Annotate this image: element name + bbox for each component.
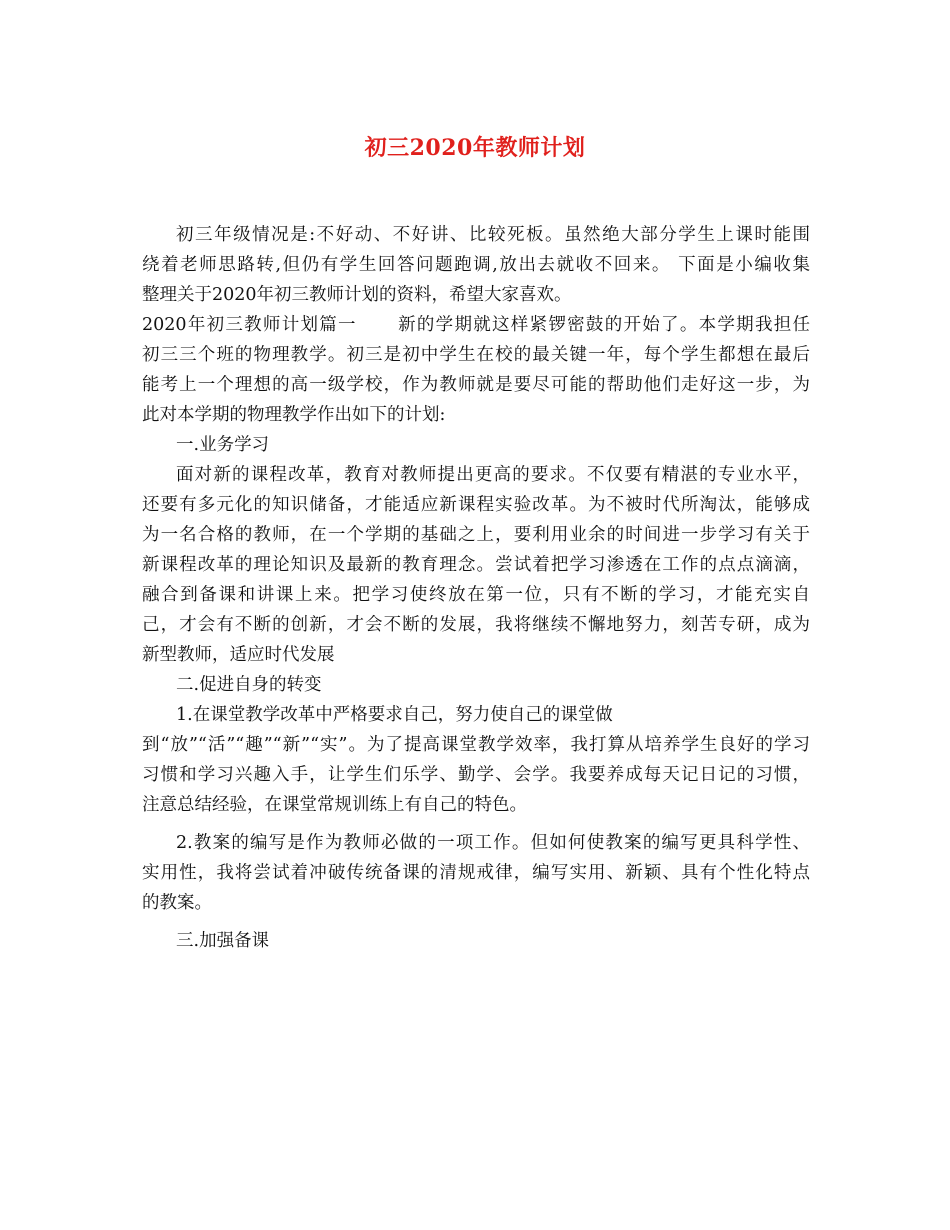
section1-line: 还要有多元化的知识储备，才能适应新课程实验改革。为不被时代所淘汰，能够成 [142,495,810,515]
section3-heading: 三.加强备课 [176,931,270,951]
section1-line: 新型教师，适应时代发展 [142,645,335,665]
section2-item1-line: 习惯和学习兴趣入手，让学生们乐学、勤学、会学。我要养成每天记日记的习惯， [142,765,810,785]
part1-line-1-rest: 新的学期就这样紧锣密鼓的开始了。本学期我担任 [396,315,810,335]
section1-line: 新课程改革的理论知识及最新的教育理念。尝试着把学习渗透在工作的点点滴滴， [142,555,810,575]
section1-line: 为一名合格的教师，在一个学期的基础之上，要利用业余的时间进一步学习有关于 [142,525,810,545]
section2-item2-line: 2.教案的编写是作为教师必做的一项工作。但如何使教案的编写更具科学性、 [176,833,810,853]
section1-line: 己，才会有不断的创新，才会不断的发展，我将继续不懈地努力，刻苦专研，成为 [142,615,810,635]
section1-heading: 一.业务学习 [176,435,270,455]
intro-line-3: 整理关于2020年初三教师计划的资料，希望大家喜欢。 [142,285,572,305]
document-title: 初三2020年教师计划 [364,135,586,161]
section2-item1-line: 注意总结经验，在课堂常规训练上有自己的特色。 [142,795,527,815]
section2-heading: 二.促进自身的转变 [176,675,322,695]
section1-line: 面对新的课程改革，教育对教师提出更高的要求。不仅要有精湛的专业水平， [176,465,810,485]
document-body [142,220,810,956]
section1-line: 融合到备课和讲课上来。把学习使终放在第一位，只有不断的学习，才能充实自 [142,585,810,605]
part1-heading: 2020年初三教师计划篇一 [142,315,357,335]
intro-line-1: 初三年级情况是:不好动、不好讲、比较死板。虽然绝大部分学生上课时能围 [176,225,810,245]
part1-line-3: 能考上一个理想的高一级学校，作为教师就是要尽可能的帮助他们走好这一步，为 [142,375,810,395]
section2-item1-line: 1.在课堂教学改革中严格要求自己，努力使自己的课堂做 [176,705,613,725]
part1-line-1 [142,310,810,340]
intro-line-2: 绕着老师思路转,但仍有学生回答问题跑调,放出去就收不回来。 下面是小编收集 [142,255,810,275]
section2-item2-line: 实用性，我将尝试着冲破传统备课的清规戒律，编写实用、新颖、具有个性化特点 [142,863,810,883]
part1-line-4: 此对本学期的物理教学作出如下的计划: [142,405,446,425]
part1-line-2: 初三三个班的物理教学。初三是初中学生在校的最关键一年，每个学生都想在最后 [142,345,810,365]
section2-item1-line: 到“放”“活”“趣”“新”“实”。为了提高课堂教学效率，我打算从培养学生良好的学习 [142,735,810,755]
section2-item2-line: 的教案。 [142,893,212,913]
